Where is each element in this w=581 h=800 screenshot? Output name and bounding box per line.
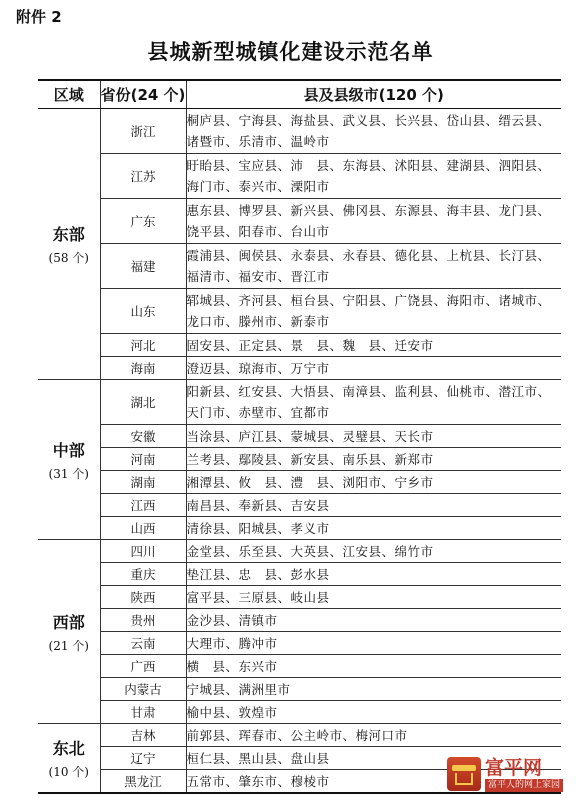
province-name: 黑龙江 — [100, 770, 186, 794]
county-list: 横 县、东兴市 — [186, 655, 561, 678]
county-list: 澄迈县、琼海市、万宁市 — [186, 357, 561, 380]
province-name: 陕西 — [100, 586, 186, 609]
province-name: 甘肃 — [100, 701, 186, 724]
province-name: 贵州 — [100, 609, 186, 632]
table-row — [38, 425, 561, 448]
province-name: 江西 — [100, 494, 186, 517]
county-list: 兰考县、鄢陵县、新安县、南乐县、新郑市 — [186, 448, 561, 471]
region-cell-central — [38, 380, 100, 540]
table-row — [38, 586, 561, 609]
table-row — [38, 632, 561, 655]
table-row — [38, 357, 561, 380]
province-name: 重庆 — [100, 563, 186, 586]
watermark-brand: 富平网 — [485, 756, 543, 779]
province-name: 广东 — [100, 199, 186, 244]
table-header-row — [38, 80, 561, 109]
province-name: 海南 — [100, 357, 186, 380]
province-name: 江苏 — [100, 154, 186, 199]
table-row — [38, 109, 561, 154]
table-row — [38, 289, 561, 334]
county-list: 榆中县、敦煌市 — [186, 701, 561, 724]
region-cell-east — [38, 109, 100, 380]
province-name: 福建 — [100, 244, 186, 289]
demonstration-list-table — [38, 79, 561, 794]
province-name: 安徽 — [100, 425, 186, 448]
table-row — [38, 494, 561, 517]
table-row — [38, 563, 561, 586]
county-list: 南昌县、奉新县、吉安县 — [186, 494, 561, 517]
region-name: 中部 — [52, 440, 85, 460]
county-list: 大理市、腾冲市 — [186, 632, 561, 655]
region-cell-northeast — [38, 724, 100, 794]
county-list: 阳新县、红安县、大悟县、南漳县、监利县、仙桃市、潜江市、天门市、赤壁市、宜都市 — [186, 380, 561, 425]
site-watermark — [447, 754, 573, 794]
province-name: 辽宁 — [100, 747, 186, 770]
province-name: 山西 — [100, 517, 186, 540]
table-row — [38, 724, 561, 747]
province-name: 吉林 — [100, 724, 186, 747]
county-list: 前郭县、珲春市、公主岭市、梅河口市 — [186, 724, 561, 747]
region-count: (21 个) — [48, 638, 89, 653]
table-row — [38, 448, 561, 471]
county-list: 郓城县、齐河县、桓台县、宁阳县、广饶县、海阳市、诸城市、龙口市、滕州市、新泰市 — [186, 289, 561, 334]
county-list: 金沙县、清镇市 — [186, 609, 561, 632]
county-list: 富平县、三原县、岐山县 — [186, 586, 561, 609]
attachment-label: 附件 2 — [16, 8, 62, 26]
table-row — [38, 244, 561, 289]
document-title: 县城新型城镇化建设示范名单 — [147, 39, 434, 64]
gate-tower-logo-icon — [447, 757, 481, 791]
table-row — [38, 655, 561, 678]
province-name: 河南 — [100, 448, 186, 471]
province-name: 湖北 — [100, 380, 186, 425]
county-list: 金堂县、乐至县、大英县、江安县、绵竹市 — [186, 540, 561, 563]
region-count: (58 个) — [48, 251, 89, 265]
header-region: 区域 — [38, 80, 100, 109]
table-row — [38, 540, 561, 563]
table-row — [38, 517, 561, 540]
region-count: (10 个) — [48, 765, 89, 779]
county-list: 霞浦县、闽侯县、永泰县、永春县、德化县、上杭县、长汀县、福清市、福安市、晋江市 — [186, 244, 561, 289]
county-list: 清徐县、阳城县、孝义市 — [186, 517, 561, 540]
county-list: 垫江县、忠 县、彭水县 — [186, 563, 561, 586]
province-name: 内蒙古 — [100, 678, 186, 701]
county-list: 当涂县、庐江县、蒙城县、灵璧县、天长市 — [186, 425, 561, 448]
table-row — [38, 380, 561, 425]
province-name: 广西 — [100, 655, 186, 678]
province-name: 云南 — [100, 632, 186, 655]
county-list: 湘潭县、攸 县、澧 县、浏阳市、宁乡市 — [186, 471, 561, 494]
county-list: 固安县、正定县、景 县、魏 县、迁安市 — [186, 334, 561, 357]
table-row — [38, 154, 561, 199]
watermark-slogan: 富平人的网上家园 — [485, 779, 563, 792]
province-name: 浙江 — [100, 109, 186, 154]
table-row — [38, 334, 561, 357]
province-name: 四川 — [100, 540, 186, 563]
county-list: 宁城县、满洲里市 — [186, 678, 561, 701]
header-province: 省份(24 个) — [100, 80, 186, 109]
region-name: 西部 — [52, 612, 85, 632]
county-list: 桐庐县、宁海县、海盐县、武义县、长兴县、岱山县、缙云县、诸暨市、乐清市、温岭市 — [186, 109, 561, 154]
region-name: 东北 — [52, 739, 85, 758]
header-counties: 县及县级市(120 个) — [186, 80, 561, 109]
table-row — [38, 471, 561, 494]
province-name: 湖南 — [100, 471, 186, 494]
table-row — [38, 199, 561, 244]
county-list: 盱眙县、宝应县、沛 县、东海县、沭阳县、建湖县、泗阳县、海门市、泰兴市、溧阳市 — [186, 154, 561, 199]
province-name: 山东 — [100, 289, 186, 334]
region-cell-west — [38, 540, 100, 724]
table-row — [38, 678, 561, 701]
region-count: (31 个) — [48, 466, 89, 481]
table-row — [38, 701, 561, 724]
county-list: 五常市、肇东市、穆棱市 — [186, 770, 561, 794]
county-list: 桓仁县、黑山县、盘山县 — [186, 747, 561, 770]
province-name: 河北 — [100, 334, 186, 357]
region-name: 东部 — [52, 225, 85, 244]
table-row — [38, 609, 561, 632]
county-list: 惠东县、博罗县、新兴县、佛冈县、东源县、海丰县、龙门县、饶平县、阳春市、台山市 — [186, 199, 561, 244]
